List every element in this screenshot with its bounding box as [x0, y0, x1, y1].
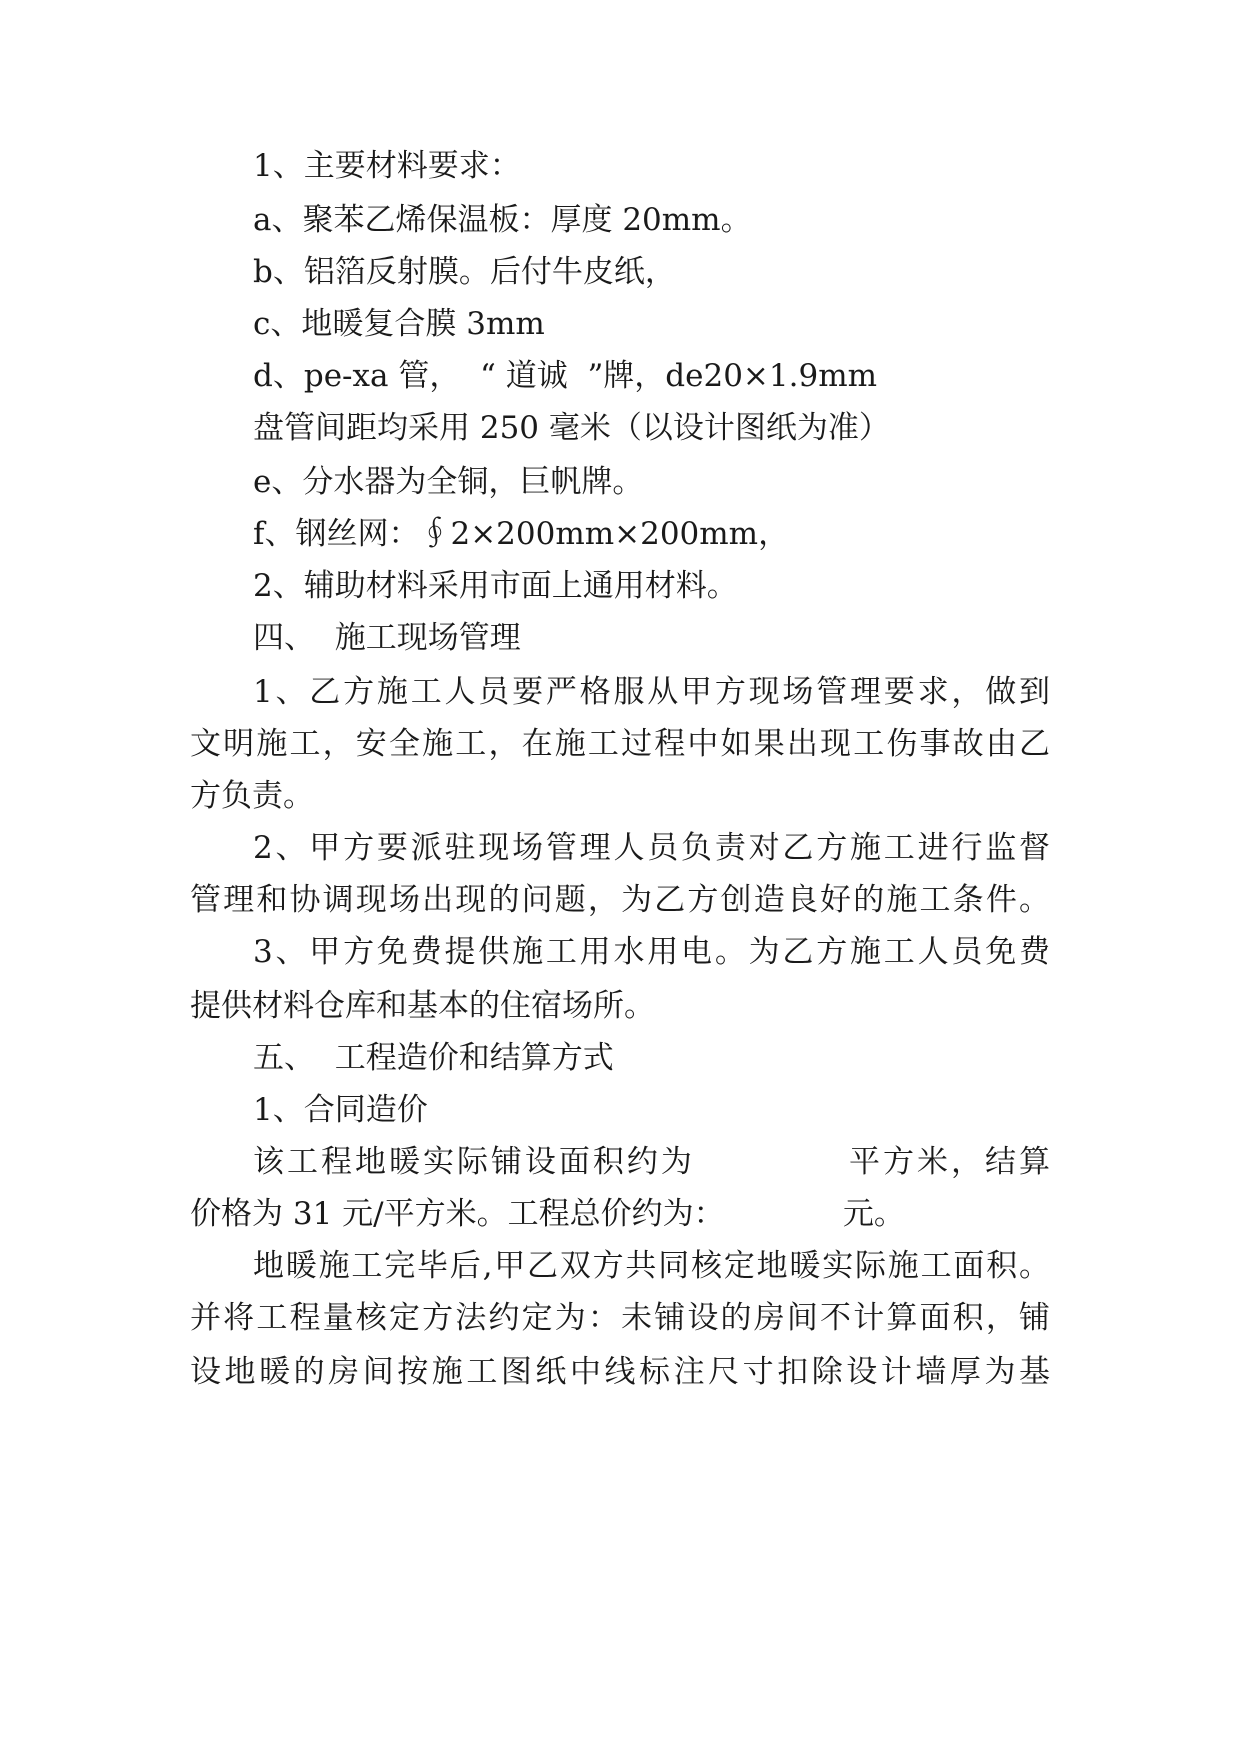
paragraph-line: 该工程地暖实际铺设面积约为 平方米，结算: [253, 1144, 1050, 1180]
paragraph-line: 并将工程量核定方法约定为：未铺设的房间不计算面积，铺: [190, 1300, 1050, 1336]
list-item: d、pe-xa 管， “ 道诚 ”牌，de20×1.9mm: [253, 358, 877, 394]
paragraph-line: 地暖施工完毕后,甲乙双方共同核定地暖实际施工面积。: [253, 1248, 1050, 1284]
paragraph-line: 2、甲方要派驻现场管理人员负责对乙方施工进行监督: [253, 830, 1050, 866]
section-heading: 五、 工程造价和结算方式: [253, 1040, 614, 1076]
list-item: e、分水器为全铜，巨帆牌。: [253, 464, 644, 500]
paragraph-line: 管理和协调现场出现的问题，为乙方创造良好的施工条件。: [190, 882, 1050, 918]
paragraph-line: 3、甲方免费提供施工用水用电。为乙方施工人员免费: [253, 934, 1050, 970]
paragraph-line: 1、乙方施工人员要严格服从甲方现场管理要求，做到: [253, 674, 1050, 710]
paragraph-line: 设地暖的房间按施工图纸中线标注尺寸扣除设计墙厚为基: [190, 1354, 1050, 1390]
list-item: f、钢丝网：∮2×200mm×200mm，: [253, 516, 790, 552]
list-item: c、地暖复合膜 3mm: [253, 306, 545, 342]
list-item: a、聚苯乙烯保温板：厚度 20mm。: [253, 202, 752, 238]
list-item: 盘管间距均采用 250 毫米（以设计图纸为准）: [253, 410, 890, 446]
list-item: b、铝箔反射膜。后付牛皮纸，: [253, 254, 676, 290]
section-heading: 1、主要材料要求：: [253, 148, 521, 184]
paragraph-line: 方负责。: [190, 778, 314, 814]
paragraph-line: 文明施工，安全施工，在施工过程中如果出现工伤事故由乙: [190, 726, 1050, 762]
paragraph-line: 价格为 31 元/平方米。工程总价约为： 元。: [190, 1196, 905, 1232]
paragraph-line: 提供材料仓库和基本的住宿场所。: [190, 988, 655, 1024]
subsection-heading: 1、合同造价: [253, 1092, 428, 1128]
section-heading: 四、 施工现场管理: [253, 620, 521, 656]
list-item: 2、辅助材料采用市面上通用材料。: [253, 568, 738, 604]
